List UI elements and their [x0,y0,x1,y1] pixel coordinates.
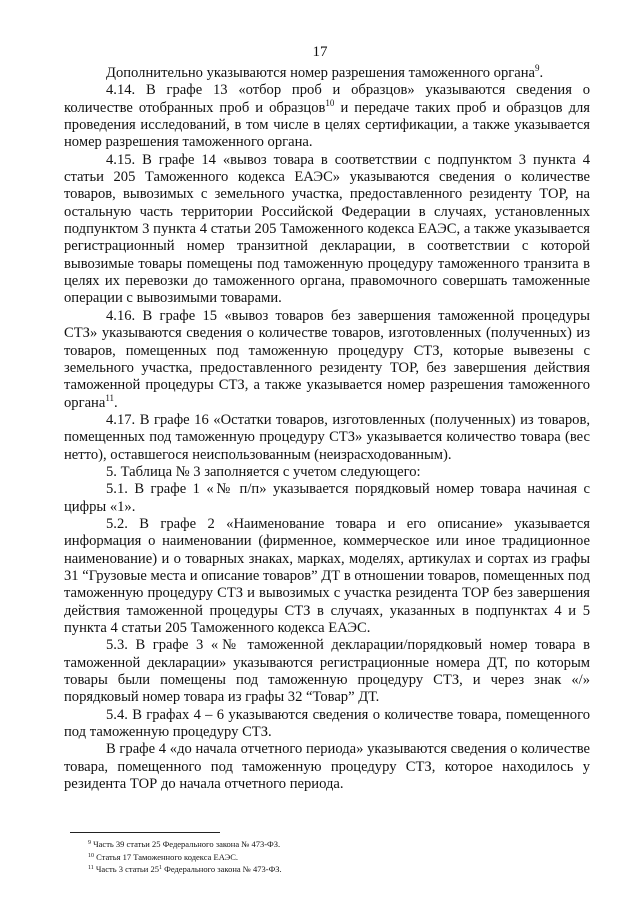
document-body [64,65,590,793]
paragraph [64,481,590,516]
footnote-reference: 11 [105,392,115,403]
footnote-reference: 9 [88,840,91,846]
paragraph [64,308,590,412]
footnote-item [88,851,548,864]
paragraph [64,412,590,464]
paragraph [64,516,590,637]
page-number: 17 [312,44,328,60]
text-run: 5.1. В графе 1 «№ п/п» указывается порядковый номер товара начиная с цифры «1». [64,481,590,515]
text-run: Федерального закона № 473-ФЗ. [161,864,282,874]
text-run: . [114,394,118,411]
paragraph [64,152,590,308]
text-run: 5.2. В графе 2 «Наименование товара и его описание» указывается информация о наименовании (фирменное, коммерческое или иное традиционное наименование) и о товарных знаках, марках, моделях, артикулах и сортах из графы 31 “Грузовые места и описание товаров” ДТ в отношении товаров, помещенных под таможенную процедуру СТЗ и вывозимых с участка резидента ТОР без завершения действия таможенной процедуры СТЗ в случаях, указанных в подпунктах 4 и 5 пункта 4 статьи 205 Таможенного кодекса ЕАЭС. [64,515,590,636]
text-run: . [539,65,544,81]
text-run: В графе 4 «до начала отчетного периода» указываются сведения о количестве товара, помещенного под таможенную процедуру СТЗ, которое находилось у резидента ТОР до начала отчетного периода. [64,741,590,793]
footnote-reference: 1 [158,865,162,871]
text-run: 4.14. В графе 13 «отбор проб и образцов» указываются сведения о количестве отобранных проб и образцов [64,82,590,116]
footnote-item [88,863,548,876]
text-run: 4.15. В графе 14 «вывоз товара в соответствии с подпунктом 3 пункта 4 статьи 205 Таможенного кодекса ЕАЭС» указываются сведения о количестве товаров, вывозимых с земельного участка, предоставленного резиденту ТОР, на остальную часть территории Российской Федерации в случаях, установленных подпунктом 3 пункта 4 статьи 205 Таможенного кодекса ЕАЭС, а также указывается регистрационный номер транзитной декларации, в соответствии с которой вывозимые товары помещены под таможенную процедуру таможенного транзита в целях их перевозки до таможенного органа, правомочного совершать таможенные операции с вывозимыми товарами. [64,151,590,307]
paragraph [64,82,590,151]
footnote-separator [70,832,220,833]
footnote-reference: 10 [88,852,94,859]
text-run: Статья 17 Таможенного кодекса ЕАЭС. [94,851,239,862]
text-run: 5. Таблица № 3 заполняется с учетом следующего: [106,463,421,480]
text-run: Часть 39 статьи 25 Федерального закона № 473-ФЗ. [91,839,281,849]
text-run: 5.3. В графе 3 «№ таможенной декларации/порядковый номер товара в таможенной декларации» указываются регистрационные номера ДТ, по которым товары были помещены под таможенную процедуру СТЗ, и через знак «/» порядковый номер товара из графы 32 “Товар” ДТ. [64,637,590,706]
paragraph [64,637,590,706]
footnote-item [88,838,548,851]
text-run: Дополнительно указываются номер разрешения таможенного органа [106,65,536,81]
footnote-reference: 9 [535,63,540,73]
paragraph [64,741,590,793]
text-run: и передаче таких проб и образцов для проведения исследований, в том числе в целях сертификации, а также указывается номер разрешения таможенного органа. [64,99,590,151]
footnotes [88,838,548,876]
text-run: 5.4. В графах 4 – 6 указываются сведения о количестве товара, помещенного под таможенную процедуру СТЗ. [64,706,590,741]
paragraph [64,65,590,82]
text-run: 4.17. В графе 16 «Остатки товаров, изготовленных (полученных) из товаров, помещенных под таможенную процедуру СТЗ» указывается количество товара (вес нетто), оставшегося неиспользованным (неизрасходованным). [64,411,590,463]
text-run: 4.16. В графе 15 «вывоз товаров без завершения таможенной процедуры СТЗ» указываются сведения о количестве товаров, изготовленных (полученных) из товаров, помещенных под таможенную процедуру СТЗ, которые вывезены с земельного участка, предоставленного резиденту ТОР, без завершения действия таможенной процедуры СТЗ, а также указывается номер разрешения таможенного органа [64,307,590,411]
text-run: Часть 3 статьи 25 [93,864,159,874]
footnote-reference: 11 [88,865,94,871]
footnote-reference: 10 [325,97,335,108]
paragraph [64,464,590,481]
paragraph [64,707,590,742]
